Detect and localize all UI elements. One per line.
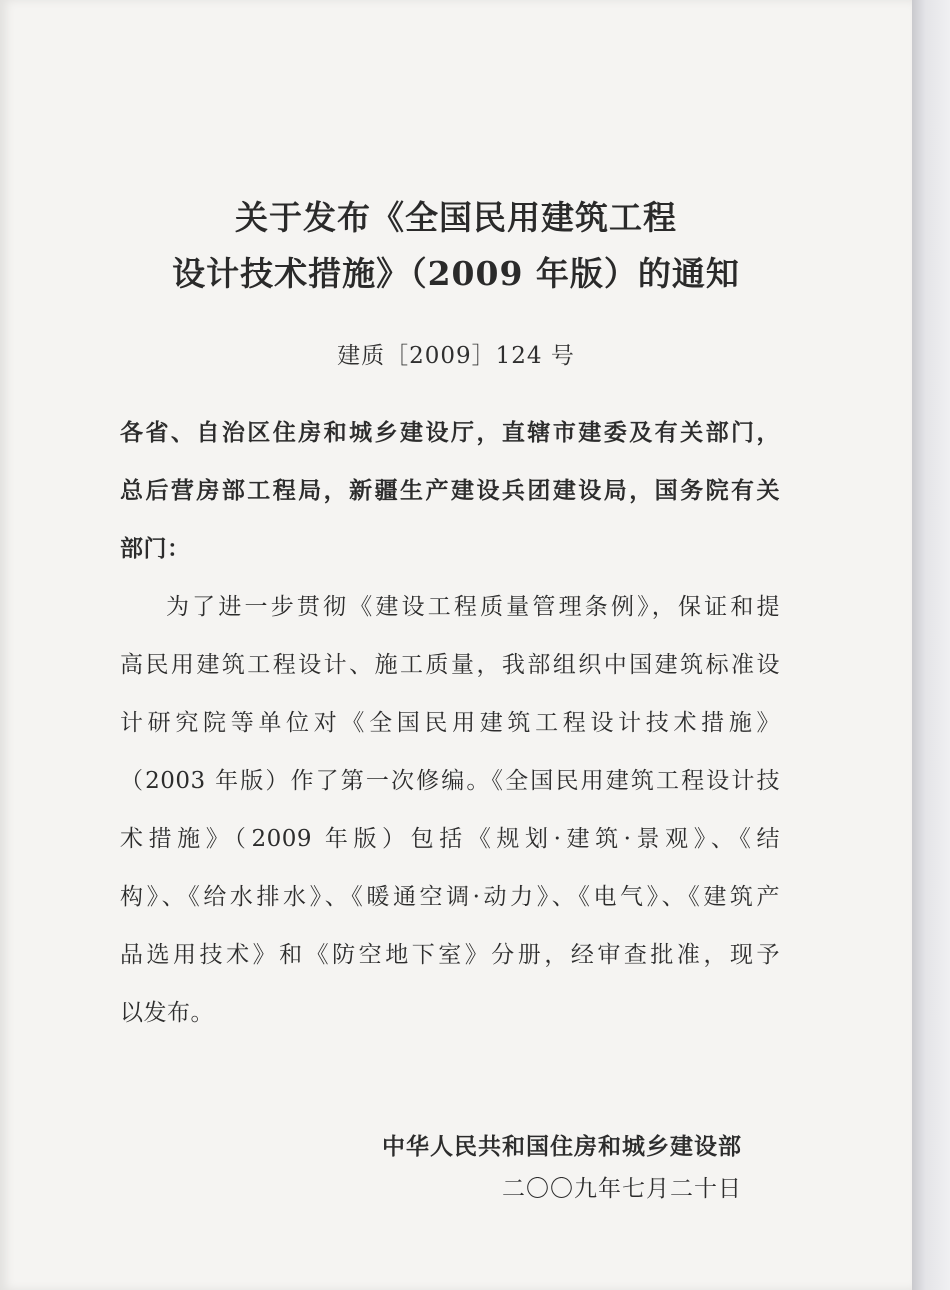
body-line: 计研究院等单位对《全国民用建筑工程设计技术措施》 [120, 710, 780, 736]
title-line-2: 设计技术措施》（2009 年版）的通知 [172, 254, 740, 293]
body-line: 为了进一步贯彻《建设工程质量管理条例》，保证和提 [166, 594, 780, 620]
signature-date: 二〇〇九年七月二十日 [502, 1176, 742, 1202]
document-number: 建质［2009］124 号 [337, 343, 575, 369]
addressee-line: 部门： [120, 535, 191, 562]
body-line: 以发布。 [120, 1000, 214, 1026]
signature-organization: 中华人民共和国住房和城乡建设部 [382, 1133, 742, 1160]
body-line: （2003 年版）作了第一次修编。《全国民用建筑工程设计技 [120, 768, 780, 794]
addressee-line: 各省、自治区住房和城乡建设厅，直辖市建委及有关部门， [120, 419, 780, 446]
body-line: 构》、《给水排水》、《暖通空调·动力》、《电气》、《建筑产 [120, 884, 780, 910]
body-line: 品选用技术》和《防空地下室》分册，经审查批准，现予 [120, 942, 780, 968]
body-line: 术措施》（2009 年版）包括《规划·建筑·景观》、《结 [120, 826, 780, 852]
body-line: 高民用建筑工程设计、施工质量，我部组织中国建筑标准设 [120, 652, 780, 678]
title-line-1: 关于发布《全国民用建筑工程 [235, 198, 677, 237]
addressee-line: 总后营房部工程局，新疆生产建设兵团建设局，国务院有关 [120, 477, 780, 504]
book-page-edge [912, 0, 950, 1290]
